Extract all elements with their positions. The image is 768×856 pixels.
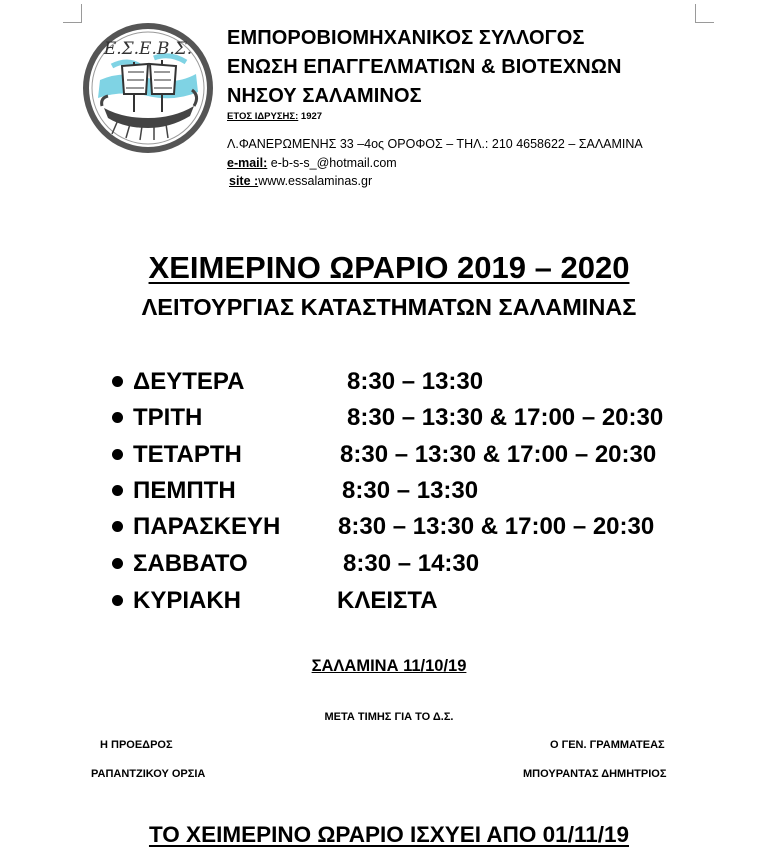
site-label: site : [229, 174, 259, 188]
schedule-day: ΠΑΡΑΣΚΕΥΗ [133, 513, 281, 540]
org-name-line-3: ΝΗΣΟΥ ΣΑΛΑΜΙΝΟΣ [227, 85, 422, 107]
document-title: ΧΕΙΜΕΡΙΝΟ ΩΡΑΡΙΟ 2019 – 2020 [148, 250, 630, 285]
bullet-icon [112, 521, 123, 532]
schedule-day: ΤΕΤΑΡΤΗ [133, 441, 242, 468]
president-role: Η ΠΡΟΕΔΡΟΣ [100, 739, 173, 751]
email-label: e-mail: [227, 156, 268, 170]
schedule-day: ΚΥΡΙΑΚΗ [133, 587, 242, 614]
bullet-icon [112, 449, 123, 460]
schedule-hours: 8:30 – 13:30 [347, 368, 484, 395]
secretary-name: ΜΠΟΥΡΑΝΤΑΣ ΔΗΜΗΤΡΙΟΣ [523, 768, 667, 780]
bullet-icon [112, 595, 123, 606]
founded-label: ΕΤΟΣ ΙΔΡΥΣΗΣ: [227, 111, 299, 122]
ancient-ship-logo-icon [82, 22, 214, 154]
email-value: e-b-s-s_@hotmail.com [267, 156, 397, 170]
site-line [229, 174, 372, 188]
validity-notice: ΤΟ ΧΕΙΜΕΡΙΝΟ ΩΡΑΡΙΟ ΙΣΧΥΕΙ ΑΠΟ 01/11/19 [148, 822, 630, 847]
page-corner-mark-top-right [695, 4, 714, 23]
bullet-icon [112, 412, 123, 423]
page-corner-mark-top-left [63, 4, 82, 23]
bullet-icon [112, 485, 123, 496]
schedule-hours: 8:30 – 13:30 & 17:00 – 20:30 [338, 513, 655, 540]
org-name-line-1: ΕΜΠΟΡΟΒΙΟΜΗΧΑΝΙΚΟΣ ΣΥΛΛΟΓΟΣ [227, 27, 585, 49]
schedule-day: ΠΕΜΠΤΗ [133, 477, 236, 504]
schedule-day: ΤΡΙΤΗ [133, 404, 203, 431]
president-name: ΡΑΠΑΝΤΖΙΚΟΥ ΟΡΣΙΑ [91, 768, 206, 780]
address-line: Λ.ΦΑΝΕΡΩΜΕΝΗΣ 33 –4ος ΟΡΟΦΟΣ – ΤΗΛ.: 210 4658622 – ΣΑΛΑΜΙΝΑ [227, 137, 643, 151]
schedule-day: ΔΕΥΤΕΡΑ [133, 368, 245, 395]
bullet-icon [112, 376, 123, 387]
date-line: ΣΑΛΑΜΙΝΑ 11/10/19 [311, 657, 467, 675]
schedule-hours: 8:30 – 13:30 & 17:00 – 20:30 [340, 441, 657, 468]
bullet-icon [112, 558, 123, 569]
founded-value: 1927 [298, 111, 323, 122]
schedule-hours: 8:30 – 13:30 [342, 477, 479, 504]
schedule-hours: 8:30 – 14:30 [343, 550, 480, 577]
email-line [227, 156, 397, 170]
document-subtitle: ΛΕΙΤΟΥΡΓΙΑΣ ΚΑΤΑΣΤΗΜΑΤΩΝ ΣΑΛΑΜΙΝΑΣ [141, 294, 637, 320]
svg-text:Ε.Σ.Ε.Β.Σ.: Ε.Σ.Ε.Β.Σ. [103, 39, 193, 59]
secretary-role: Ο ΓΕΝ. ΓΡΑΜΜΑΤΕΑΣ [550, 739, 665, 751]
founded-year [227, 111, 322, 122]
schedule-day: ΣΑΒΒΑΤΟ [133, 550, 248, 577]
schedule-hours: 8:30 – 13:30 & 17:00 – 20:30 [347, 404, 664, 431]
regards-line: ΜΕΤΑ ΤΙΜΗΣ ΓΙΑ ΤΟ Δ.Σ. [324, 711, 454, 723]
org-name-line-2: ΕΝΩΣΗ ΕΠΑΓΓΕΛΜΑΤΙΩΝ & ΒΙΟΤΕΧΝΩΝ [227, 56, 622, 78]
site-value: www.essalaminas.gr [258, 174, 373, 188]
schedule-hours: ΚΛΕΙΣΤΑ [337, 587, 438, 614]
